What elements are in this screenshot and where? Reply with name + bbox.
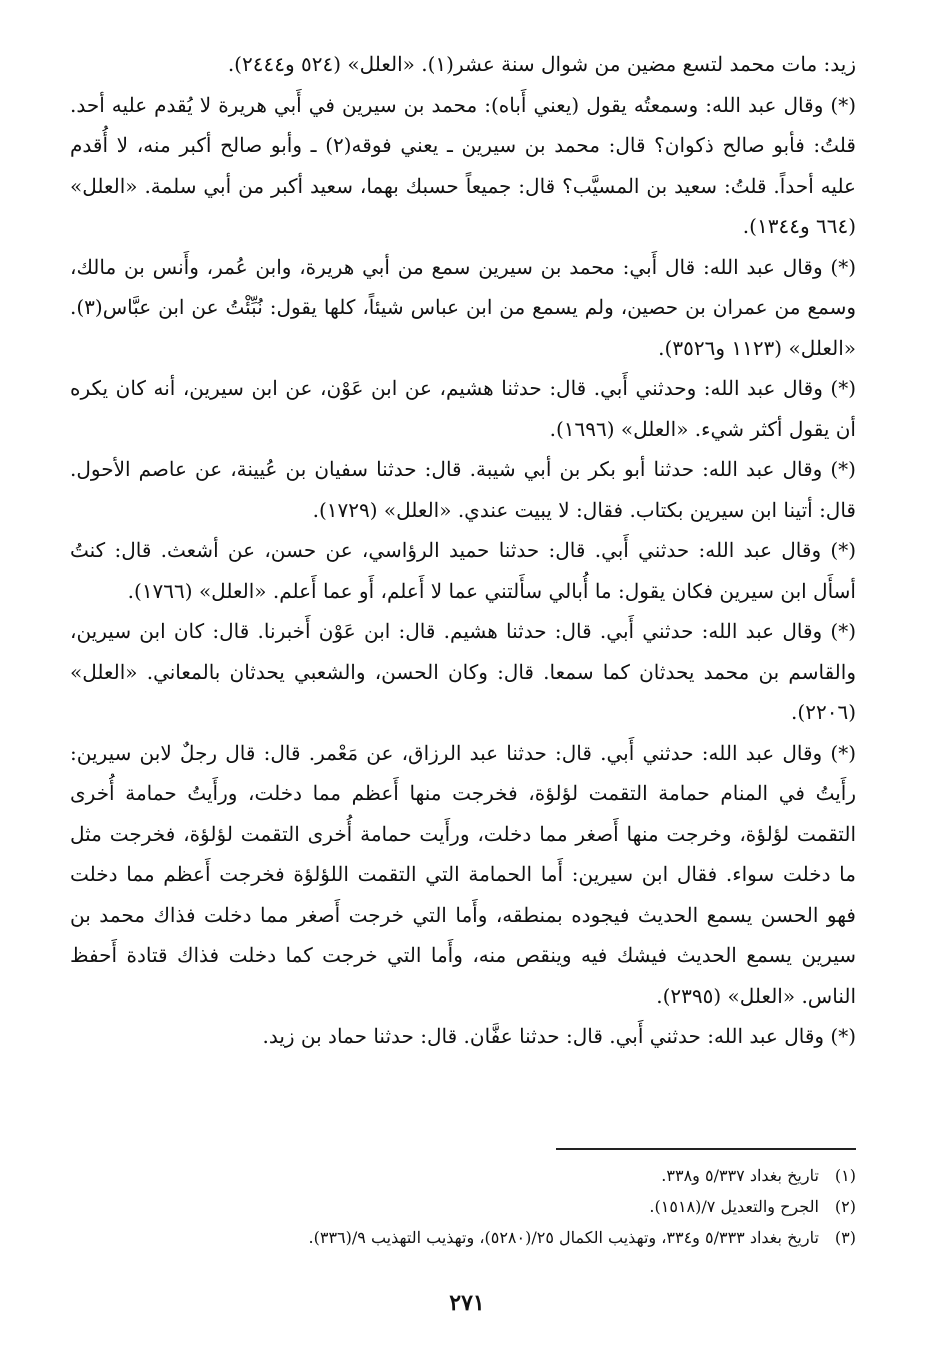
footnotes xyxy=(70,1160,856,1253)
footnote-text: تاريخ بغداد ٥/٣٣٣ و٣٣٤، وتهذيب الكمال ٢٥/(٥٢٨٠)، وتهذيب التهذيب ٩/(٣٣٦). xyxy=(308,1228,819,1247)
footnote-text: الجرح والتعديل ٧/(١٥١٨). xyxy=(649,1197,819,1216)
footnote-2 xyxy=(70,1191,856,1222)
footnote-3 xyxy=(70,1222,856,1253)
paragraph-1: زيد: مات محمد لتسع مضين من شوال سنة عشر(١). «العلل» (٥٢٤ و٢٤٤٤). xyxy=(227,52,856,76)
footnote-number: (٣) xyxy=(834,1228,856,1247)
footnote-text: تاريخ بغداد ٥/٣٣٧ و٣٣٨. xyxy=(661,1166,819,1185)
page-number: ٢٧١ xyxy=(449,1290,485,1316)
paragraph-3: (*) وقال عبد الله: قال أَبي: محمد بن سيرين سمع من أبي هريرة، وابن عُمر، وأَنس بن مالك، وسمع من عمران بن حصين، ولم يسمع من ابن عباس شيئاً، كلها يقول: نُبِّئْتُ عن ابن عبَّاس(٣). «العلل» (١١٢٣ و٣٥٢٦). xyxy=(70,254,856,360)
paragraph-9: (*) وقال عبد الله: حدثني أَبي. قال: حدثنا عفَّان. قال: حدثنا حماد بن زيد. xyxy=(262,1024,856,1048)
footnote-number: (٢) xyxy=(834,1197,856,1216)
paragraph-5: (*) وقال عبد الله: حدثنا أبو بكر بن أبي شيبة. قال: حدثنا سفيان بن عُيينة، عن عاصم الأحول. قال: أتينا ابن سيرين بكتاب. فقال: لا يبيت عندي. «العلل» (١٧٢٩). xyxy=(70,457,856,522)
paragraph-7: (*) وقال عبد الله: حدثني أَبي. قال: حدثنا هشيم. قال: ابن عَوْن أَخبرنا. قال: كان ابن سيرين، والقاسم بن محمد يحدثان كما سمعا. قال: وكان الحسن، والشعبي يحدثان بالمعاني. «العلل» (٢٢٠٦). xyxy=(70,619,856,724)
footnote-separator xyxy=(556,1148,856,1150)
paragraph-4: (*) وقال عبد الله: وحدثني أَبي. قال: حدثنا هشيم، عن ابن عَوْن، عن ابن سيرين، أنه كان يكره أن يقول أكثر شيء. «العلل» (١٦٩٦). xyxy=(70,376,856,441)
footnote-1 xyxy=(70,1160,856,1191)
footnote-number: (١) xyxy=(834,1166,856,1185)
paragraph-8: (*) وقال عبد الله: حدثني أَبي. قال: حدثنا عبد الرزاق، عن مَعْمر. قال: قال رجلٌ لابن سيرين: رأَيتُ في المنام حمامة التقمت لؤلؤة، فخرجت منها أَعظم مما دخلت، ورأَيتُ حمامة أُخرى التقمت لؤلؤة، وخرجت منها أَصغر مما دخلت، ورأَيت حمامة أُخرى التقمت لؤلؤة، فخرجت مثل ما دخلت سواء. فقال ابن سيرين: أَما الحمامة التي التقمت اللؤلؤة فخرجت أَعظم مما دخلت فهو الحسن يسمع الحديث فيجوده بمنطقه، وأَما التي خرجت أَصغر مما دخلت فذاك محمد بن سيرين يسمع الحديث فيشك فيه وينقص منه، وأَما التي خرجت كما دخلت فذاك قتادة أَحفظ الناس. «العلل» (٢٣٩٥). xyxy=(70,740,856,1008)
paragraph-6: (*) وقال عبد الله: حدثني أَبي. قال: حدثنا حميد الرؤاسي، عن حسن، عن أشعث. قال: كنتُ أسأَل ابن سيرين فكان يقول: ما أُبالي سأَلتني عما لا أَعلم، أَو عما أَعلم. «العلل» (١٧٦٦). xyxy=(70,538,856,603)
paragraph-2: (*) وقال عبد الله: وسمعتُه يقول (يعني أَباه): محمد بن سيرين في أَبي هريرة لا يُقدم عليه أحد. قلتُ: فأبو صالح ذكوان؟ قال: محمد بن سيرين ـ يعني فوقه(٢) ـ وأبو صالح أكبر منه، لا أُقدم عليه أحداً. قلتُ: سعيد بن المسيَّب؟ قال: جميعاً حسبك بهما، سعيد أكبر من أبي سلمة. «العلل» (٦٦٤ و١٣٤٤). xyxy=(70,92,856,238)
main-text xyxy=(70,44,856,1057)
